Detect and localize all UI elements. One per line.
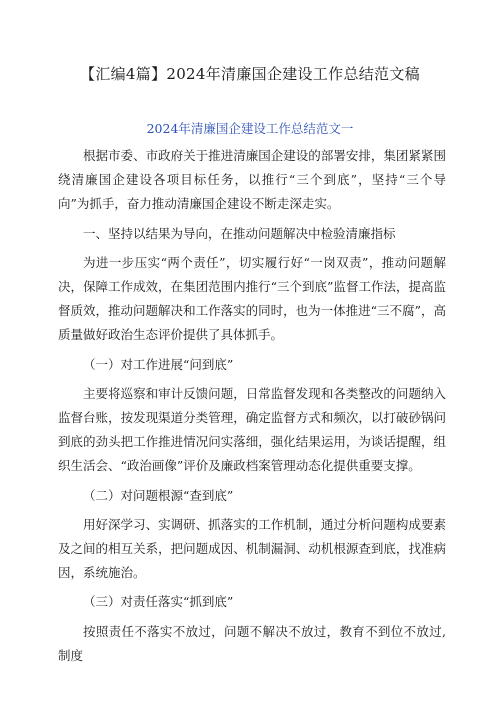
paragraph-body: 主要将巡察和审计反馈问题，日常监督发现和各类整改的问题纳入监督台账，按发现渠道分类管理，确定监督方式和频次，以打破砂锅问到底的劲头把工作推进情况问实落细，强化结果运用，为谈话提醒，组织生活会、“政治画像”评价及廉政档案管理动态化提供重要支撑。 (58, 385, 446, 474)
document-body (58, 144, 446, 668)
paragraph-body: 为进一步压实“两个责任”，切实履行好“一岗双责”，推动问题解决，保障工作成效，在集团范围内推行“三个到底”监督工作法，提高监督质效，推动问题解决和工作落实的同时，也为一体推进“三不腐”，高质量做好政治生态评价提供了具体抓手。 (58, 254, 446, 343)
paragraph-body: 用好深学习、实调研、抓落实的工作机制，通过分析问题构成要素及之间的相互关系，把问题成因、机制漏洞、动机根源查到底，找准病因，系统施治。 (58, 516, 446, 581)
paragraph-body: 按照责任不落实不放过，问题不解决不放过，教育不到位不放过,制度 (58, 623, 446, 663)
paragraph-intro: 根据市委、市政府关于推进清廉国企建设的部署安排，集团紧紧围绕清廉国企建设各项目标任务，以推行“三个到底”，坚持“三个导向”为抓手，奋力推动清廉国企建设不断走深走实。 (58, 148, 446, 212)
heading-level-2: （三）对责任落实“抓到底” (83, 594, 234, 610)
heading-level-2: （一）对工作进展“问到底” (83, 356, 234, 372)
heading-level-1: 一、坚持以结果为导向，在推动问题解决中检验清廉指标 (83, 225, 396, 241)
heading-level-2: （二）对问题根源“查到底” (83, 487, 234, 503)
section-title-link[interactable]: 2024年清廉国企建设工作总结范文一 (146, 121, 354, 136)
document-title: 【汇编4篇】2024年清廉国企建设工作总结范文稿 (80, 65, 420, 83)
